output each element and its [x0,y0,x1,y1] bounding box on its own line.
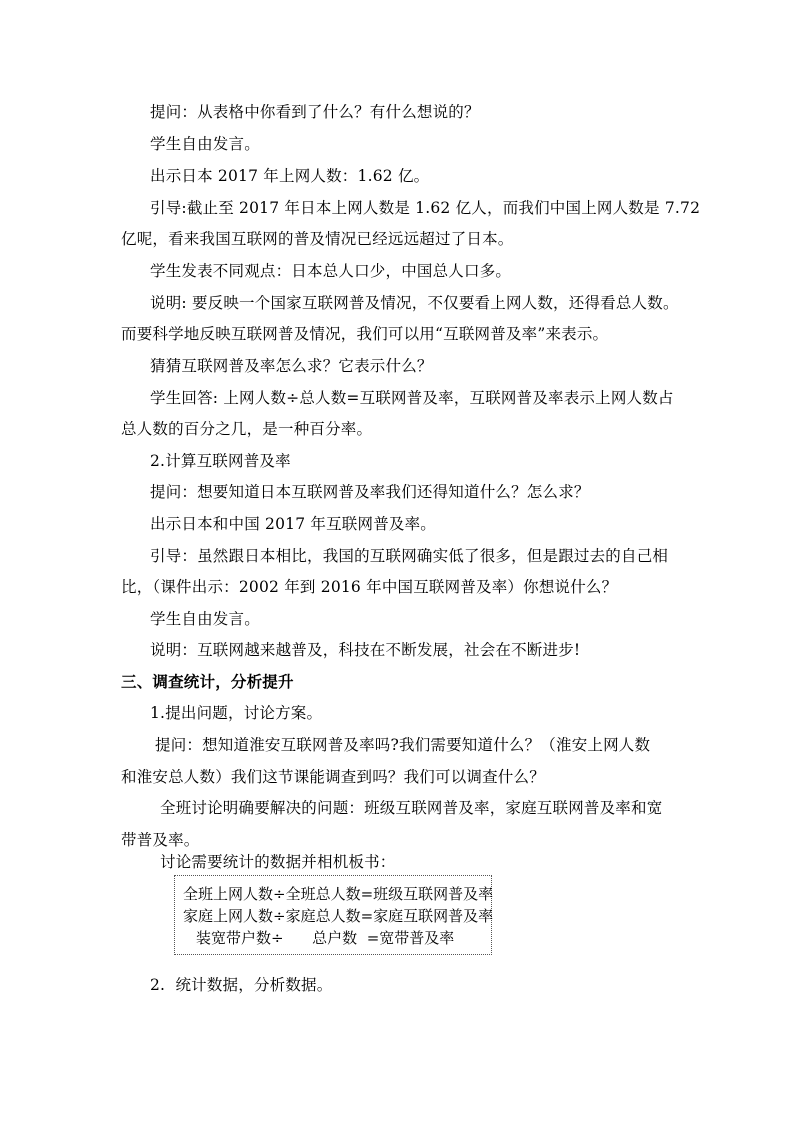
paragraph-line: 说明: 要反映一个国家互联网普及情况，不仅要看上网人数，还得看总人数。 [150,294,679,312]
paragraph-line: 和淮安总人数）我们这节课能调查到吗？我们可以调查什么？ [121,768,545,786]
paragraph-line: 1.提出问题，讨论方案。 [150,704,323,722]
paragraph-line: 引导:截止至 2017 年日本上网人数是 1.62 亿人，而我们中国上网人数是 7.72 [150,199,701,217]
paragraph-line: 带普及率。 [121,831,200,849]
subsection-heading: 2. 统计数据，分析数据。 [150,976,333,994]
subsection-heading: 2.计算互联网普及率 [150,452,291,470]
section-heading: 三、调查统计，分析提升 [121,672,294,691]
paragraph-line: 学生自由发言。 [150,135,260,153]
paragraph-line: 学生自由发言。 [150,610,260,628]
paragraph-line: 提问：从表格中你看到了什么？有什么想说的？ [150,103,480,121]
formula-line: 家庭上网人数÷家庭总人数=家庭互联网普及率 [183,907,494,925]
paragraph-line: 提问：想知道淮安互联网普及率吗?我们需要知道什么？（淮安上网人数 [155,736,651,754]
paragraph-line: 出示日本和中国 2017 年互联网普及率。 [150,515,437,533]
paragraph-line: 出示日本 2017 年上网人数：1.62 亿。 [150,167,430,185]
paragraph-line: 引导：虽然跟日本相比，我国的互联网确实低了很多，但是跟过去的自己相 [150,547,669,565]
paragraph-line: 而要科学地反映互联网普及情况，我们可以用“互联网普及率”来表示。 [121,325,609,343]
paragraph-line: 比，（课件出示：2002 年到 2016 年中国互联网普及率）你想说什么？ [121,578,618,596]
paragraph-line: 总人数的百分之几，是一种百分率。 [121,420,373,438]
paragraph-line: 提问：想要知道日本互联网普及率我们还得知道什么？怎么求？ [150,483,590,501]
paragraph-line: 讨论需要统计的数据并相机板书： [160,853,396,871]
paragraph-line: 亿呢，看来我国互联网的普及情况已经远远超过了日本。 [121,230,514,248]
paragraph-line: 学生发表不同观点：日本总人口少，中国总人口多。 [150,262,512,280]
paragraph-line: 说明：互联网越来越普及，科技在不断发展，社会在不断进步! [150,641,581,659]
paragraph-line: 猜猜互联网普及率怎么求？它表示什么？ [150,357,433,375]
formula-line: 装宽带户数÷ 总户数 =宽带普及率 [196,929,455,947]
paragraph-line: 全班讨论明确要解决的问题：班级互联网普及率，家庭互联网普及率和宽 [160,799,663,817]
paragraph-line: 学生回答: 上网人数÷总人数=互联网普及率，互联网普及率表示上网人数占 [150,389,674,407]
formula-line: 全班上网人数÷全班总人数=班级互联网普及率 [183,885,494,903]
formula-box [174,875,492,955]
